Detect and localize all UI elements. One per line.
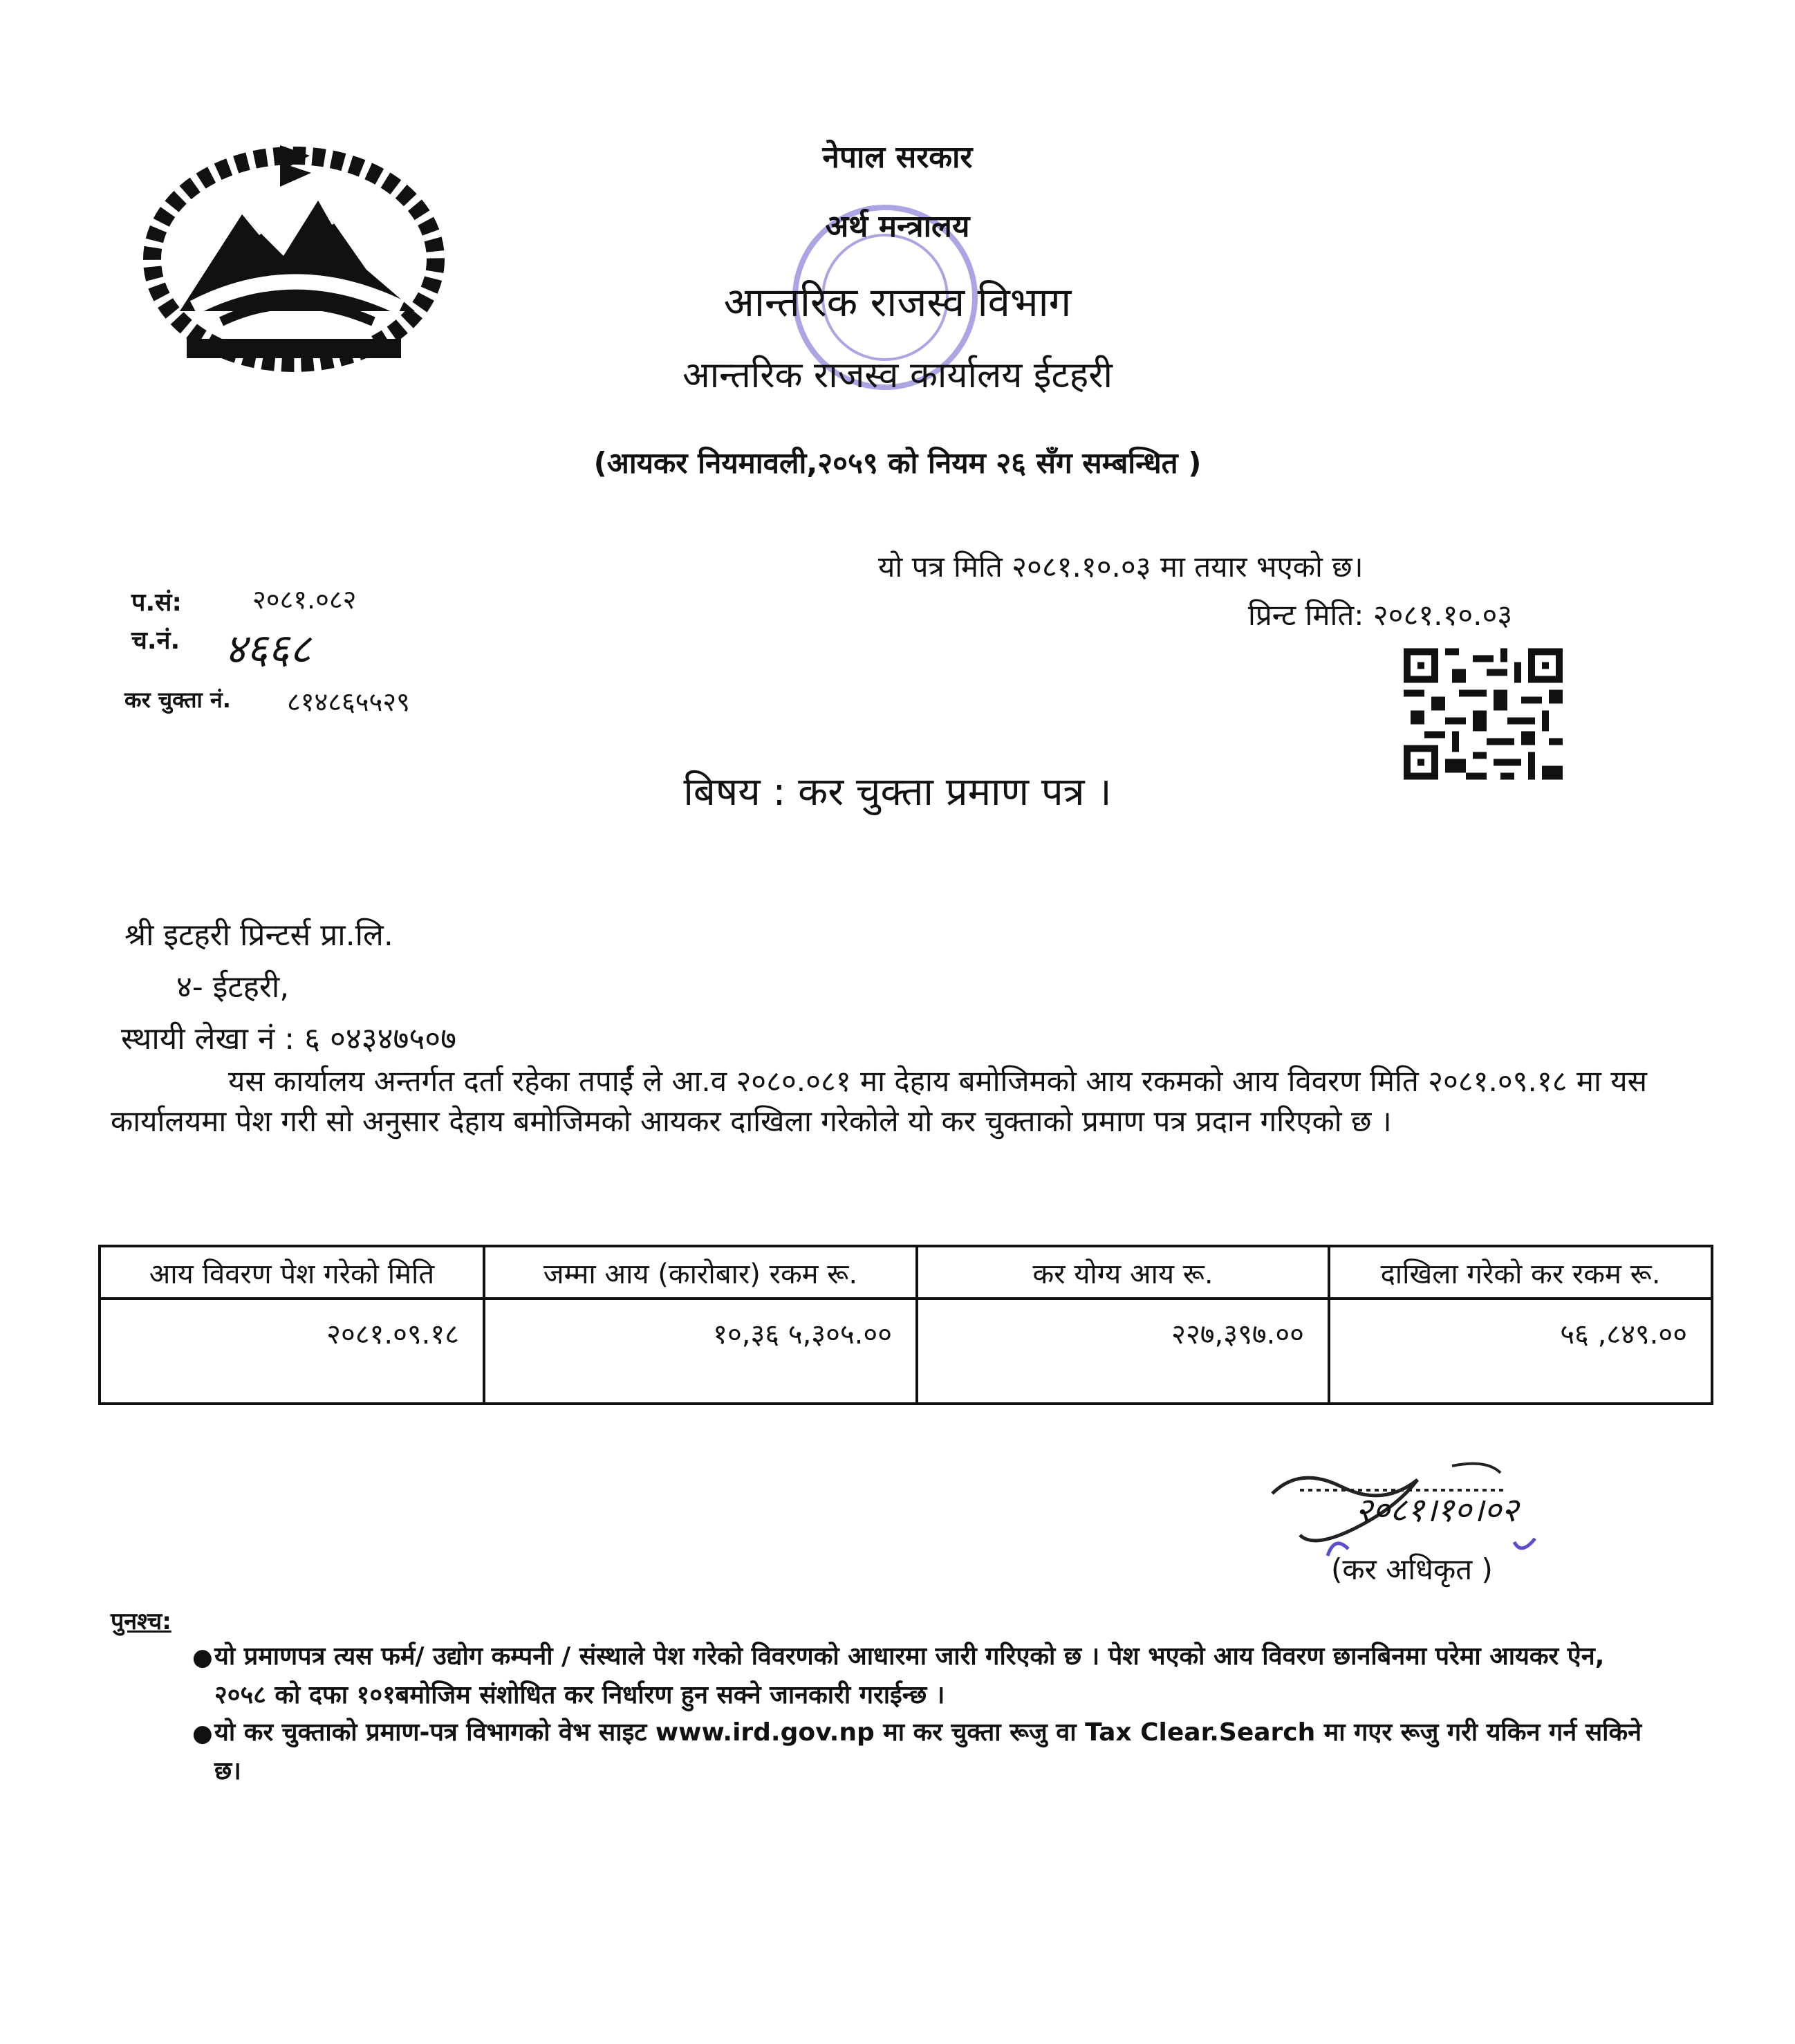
bullet-icon: ●	[192, 1720, 213, 1747]
table-row	[100, 1299, 1712, 1404]
cell-taxable-income: २२७,३९७.००	[917, 1299, 1329, 1404]
table-header-row	[100, 1246, 1712, 1299]
bullet-icon: ●	[192, 1644, 213, 1671]
postscript-note-2: यो कर चुक्ताको प्रमाण-पत्र विभागको वेभ साइट www.ird.gov.np मा कर चुक्ता रूजु वा Tax Clear.Search मा गएर रूजु गरी यकिन गर्न सकिने छ।	[214, 1718, 1642, 1785]
prepared-date-note: यो पत्र मिति २०८१.१०.०३ मा तयार भएको छ।	[878, 550, 1364, 584]
subject-line: बिषय : कर चुक्ता प्रमाण पत्र ।	[683, 770, 1112, 815]
header-tax-paid: दाखिला गरेको कर रकम रू.	[1329, 1246, 1712, 1299]
officer-title: (कर अधिकृत )	[1331, 1552, 1493, 1586]
postscript-note-1: यो प्रमाणपत्र त्यस फर्म/ उद्योग कम्पनी / संस्थाले पेश गरेको विवरणको आधारमा जारी गरिएको छ । पेश भएको आय विवरण छानबिनमा परेमा आयकर ऐन, २०५८ को दफा १०१बमोजिम संशोधित कर निर्धारण हुन सक्ने जानकारी गराईन्छ ।	[214, 1642, 1605, 1709]
cell-submission-date: २०८१.०९.१८	[100, 1299, 484, 1404]
government-title: नेपाल सरकार	[822, 140, 973, 175]
body-text: यस कार्यालय अन्तर्गत दर्ता रहेका तपाईं ले आ.व २०८०.०८१ मा देहाय बमोजिमको आय रकमको आय विवरण मिति २०८१.०९.१८ मा यस कार्यालयमा पेश गरी सो अनुसार देहाय बमोजिमको आयकर दाखिला गरेकोले यो कर चुक्ताको प्रमाण पत्र प्रदान गरिएको छ ।	[111, 1064, 1647, 1138]
cell-total-income: १०,३६ ५,३०५.००	[484, 1299, 917, 1404]
header-taxable-income: कर योग्य आय रू.	[917, 1246, 1329, 1299]
dispatch-no-handwritten: ४६६८	[225, 625, 311, 673]
letter-no-label: प.सं:	[131, 588, 182, 617]
cell-tax-paid: ५६ ,८४९.००	[1329, 1299, 1712, 1404]
header-submission-date: आय विवरण पेश गरेको मिति	[100, 1246, 484, 1299]
header-total-income: जम्मा आय (कारोबार) रकम रू.	[484, 1246, 917, 1299]
rule-reference: (आयकर नियमावली,२०५९ को नियम २६ सँग सम्बन्धित )	[593, 446, 1202, 480]
department-title: आन्तरिक राजस्व विभाग	[723, 279, 1072, 326]
qr-code-icon	[1404, 647, 1563, 781]
recipient-name: श्री इटहरी प्रिन्टर्स प्रा.लि.	[124, 918, 393, 953]
print-date: प्रिन्ट मिति: २०८१.१०.०३	[1248, 598, 1513, 632]
letter-no: २०८१.०८२	[252, 584, 357, 615]
signature-date-handwritten: २०८१।१०।०२	[1355, 1491, 1519, 1530]
dispatch-no-label: च.नं.	[131, 626, 180, 655]
recipient-address: ४- ईटहरी,	[176, 969, 290, 1005]
postscript-label: पुनश्च:	[111, 1608, 171, 1635]
body-paragraph	[111, 1061, 1687, 1142]
ministry-title: अर्थ मन्त्रालय	[825, 209, 970, 244]
tax-table	[98, 1245, 1713, 1405]
office-title: आन्तरिक राजस्व कार्यालय ईटहरी	[682, 355, 1113, 396]
clearance-no-label: कर चुक्ता नं.	[124, 687, 231, 713]
clearance-no: ८१४८६५५२९	[287, 687, 410, 717]
recipient-pan: स्थायी लेखा नं : ६ ०४३४७५०७	[121, 1021, 456, 1057]
